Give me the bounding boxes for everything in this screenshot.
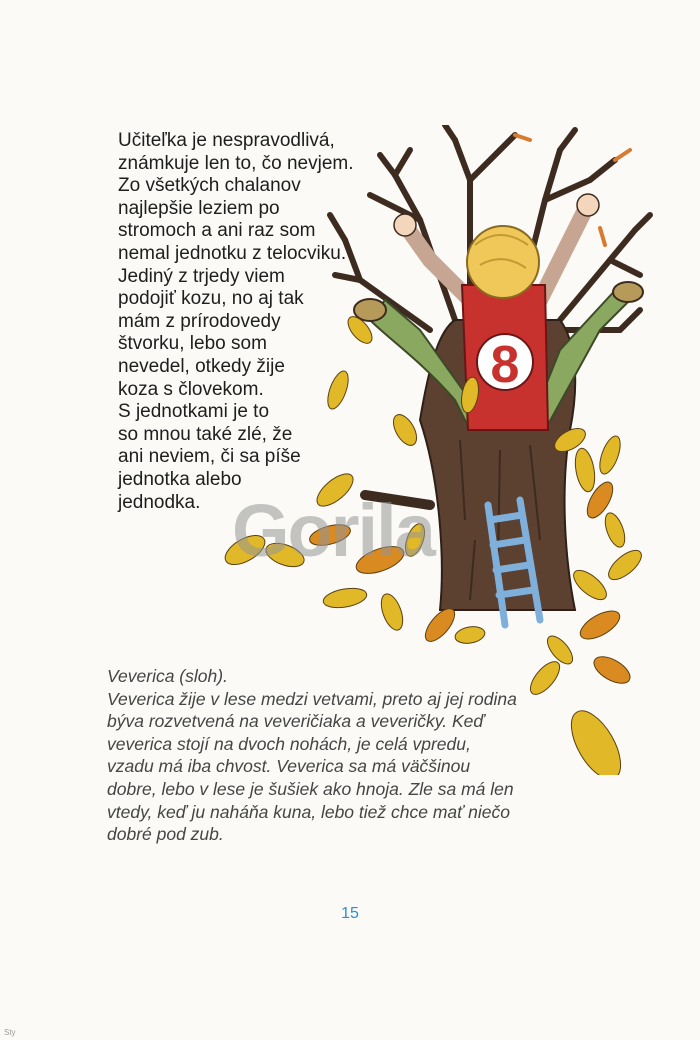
poem-line: koza s človekom. <box>118 378 264 400</box>
poem-line: S jednotkami je to <box>118 401 270 423</box>
poem-line: stromoch a ani raz som <box>118 220 316 242</box>
boy-shoe-right <box>613 282 643 302</box>
sloh-title: Veverica (sloh). <box>107 666 228 686</box>
boy-head <box>467 226 539 298</box>
page-number: 15 <box>341 905 359 922</box>
boy-hand-right <box>577 194 599 216</box>
poem-line: Jediný z trjedy viem <box>118 265 285 287</box>
poem-line: štvorku, lebo som <box>118 333 267 355</box>
boy-arm-left <box>405 225 470 300</box>
poem-line: so mnou také zlé, že <box>118 423 293 445</box>
boy-arm-right <box>540 210 585 300</box>
poem-line: nevedel, otkedy žije <box>118 355 285 377</box>
sloh-line: vzadu má iba chvost. Veverica sa má väčšinou <box>107 756 471 777</box>
poem-line: najlepšie leziem po <box>118 197 280 219</box>
poem-line: jednodka. <box>118 491 201 513</box>
poem-line: Učiteľka je nespravodlivá, <box>118 130 335 151</box>
sloh-section <box>107 665 575 846</box>
sloh-line: dobre, lebo v lese je šušiek ako hnoja. Zle sa má len <box>107 778 514 799</box>
poem-line: ani neviem, či sa píše <box>118 446 301 468</box>
boy-hand-left <box>394 214 416 236</box>
poem-line: známkuje len to, čo nevjem. <box>118 152 354 174</box>
poem-line: jednotka alebo <box>118 468 242 490</box>
sloh-line: Veverica žije v lese medzi vetvami, preto aj jej rodina <box>107 688 517 709</box>
sloh-line: dobré pod zub. <box>107 824 224 845</box>
boy-shoe-left <box>354 299 386 321</box>
sloh-line: veverica stojí na dvoch nohách, je celá vpredu, <box>107 733 471 754</box>
poem-line: podojiť kozu, no aj tak <box>118 288 304 310</box>
poem-line: nemal jednotku z telocviku. <box>118 242 347 264</box>
shirt-number: 8 <box>490 336 520 394</box>
poem-line: mám z prírodovedy <box>118 310 281 332</box>
watermark: Gorila <box>232 489 434 572</box>
sloh-line: vtedy, keď ju naháňa kuna, lebo tiež chce mať niečo <box>107 801 511 822</box>
poem-line: Zo všetkých chalanov <box>118 175 301 197</box>
corner-mark: Sty <box>4 1028 16 1037</box>
sloh-line: býva rozvetvená na veveričiaka a veveričky. Keď <box>107 711 485 732</box>
